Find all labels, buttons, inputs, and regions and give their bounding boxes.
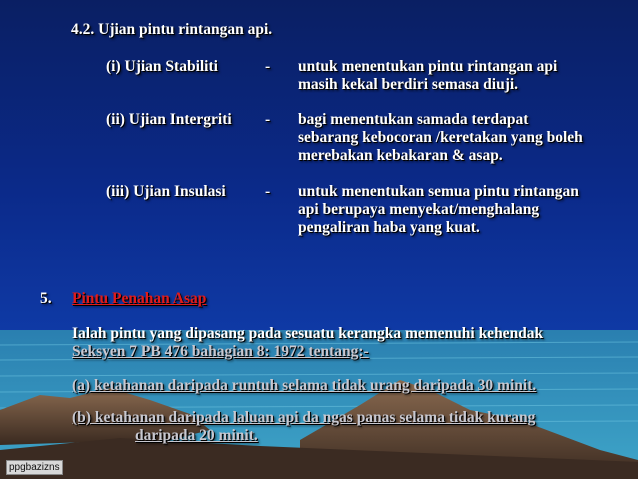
test-desc-insulation-1: untuk menentukan semua pintu rintangan <box>298 183 579 200</box>
test-desc-insulation-2: api berupaya menyekat/menghalang <box>298 201 540 218</box>
point-b-1: (b) ketahanan daripada laluan api da ngas panas selama tidak kurang <box>72 409 536 426</box>
test-dash-insulation: - <box>265 183 271 200</box>
test-dash-stability: - <box>265 58 271 75</box>
point-b-2: daripada 20 minit. <box>135 427 258 444</box>
point-a: (a) ketahanan daripada runtuh selama tidak urang daripada 30 minit. <box>72 377 537 394</box>
test-desc-integrity-1: bagi menentukan samada terdapat <box>298 111 529 128</box>
section-5-intro-2: Seksyen 7 PB 476 bahagian 8: 1972 tentang:- <box>72 343 369 360</box>
test-label-insulation: (iii) Ujian Insulasi <box>106 183 226 200</box>
test-desc-integrity-3: merebakan kebakaran & asap. <box>298 147 503 164</box>
section-5-number: 5. <box>40 290 52 307</box>
test-desc-insulation-3: pengaliran haba yang kuat. <box>298 219 480 236</box>
test-desc-stability-1: untuk menentukan pintu rintangan api <box>298 58 558 75</box>
test-desc-stability-2: masih kekal berdiri semasa diuji. <box>298 76 519 93</box>
test-desc-integrity-2: sebarang kebocoran /keretakan yang boleh <box>298 129 583 146</box>
section-5-intro-1: Ialah pintu yang dipasang pada sesuatu kerangka memenuhi kehendak <box>72 325 544 342</box>
test-label-integrity: (ii) Ujian Intergriti <box>106 111 232 128</box>
section-heading: 4.2. Ujian pintu rintangan api. <box>71 21 273 38</box>
section-5-title: Pintu Penahan Asap <box>72 290 207 307</box>
test-label-stability: (i) Ujian Stabiliti <box>106 58 218 75</box>
footer-label: ppgbazizns <box>6 460 63 475</box>
test-dash-integrity: - <box>265 111 271 128</box>
